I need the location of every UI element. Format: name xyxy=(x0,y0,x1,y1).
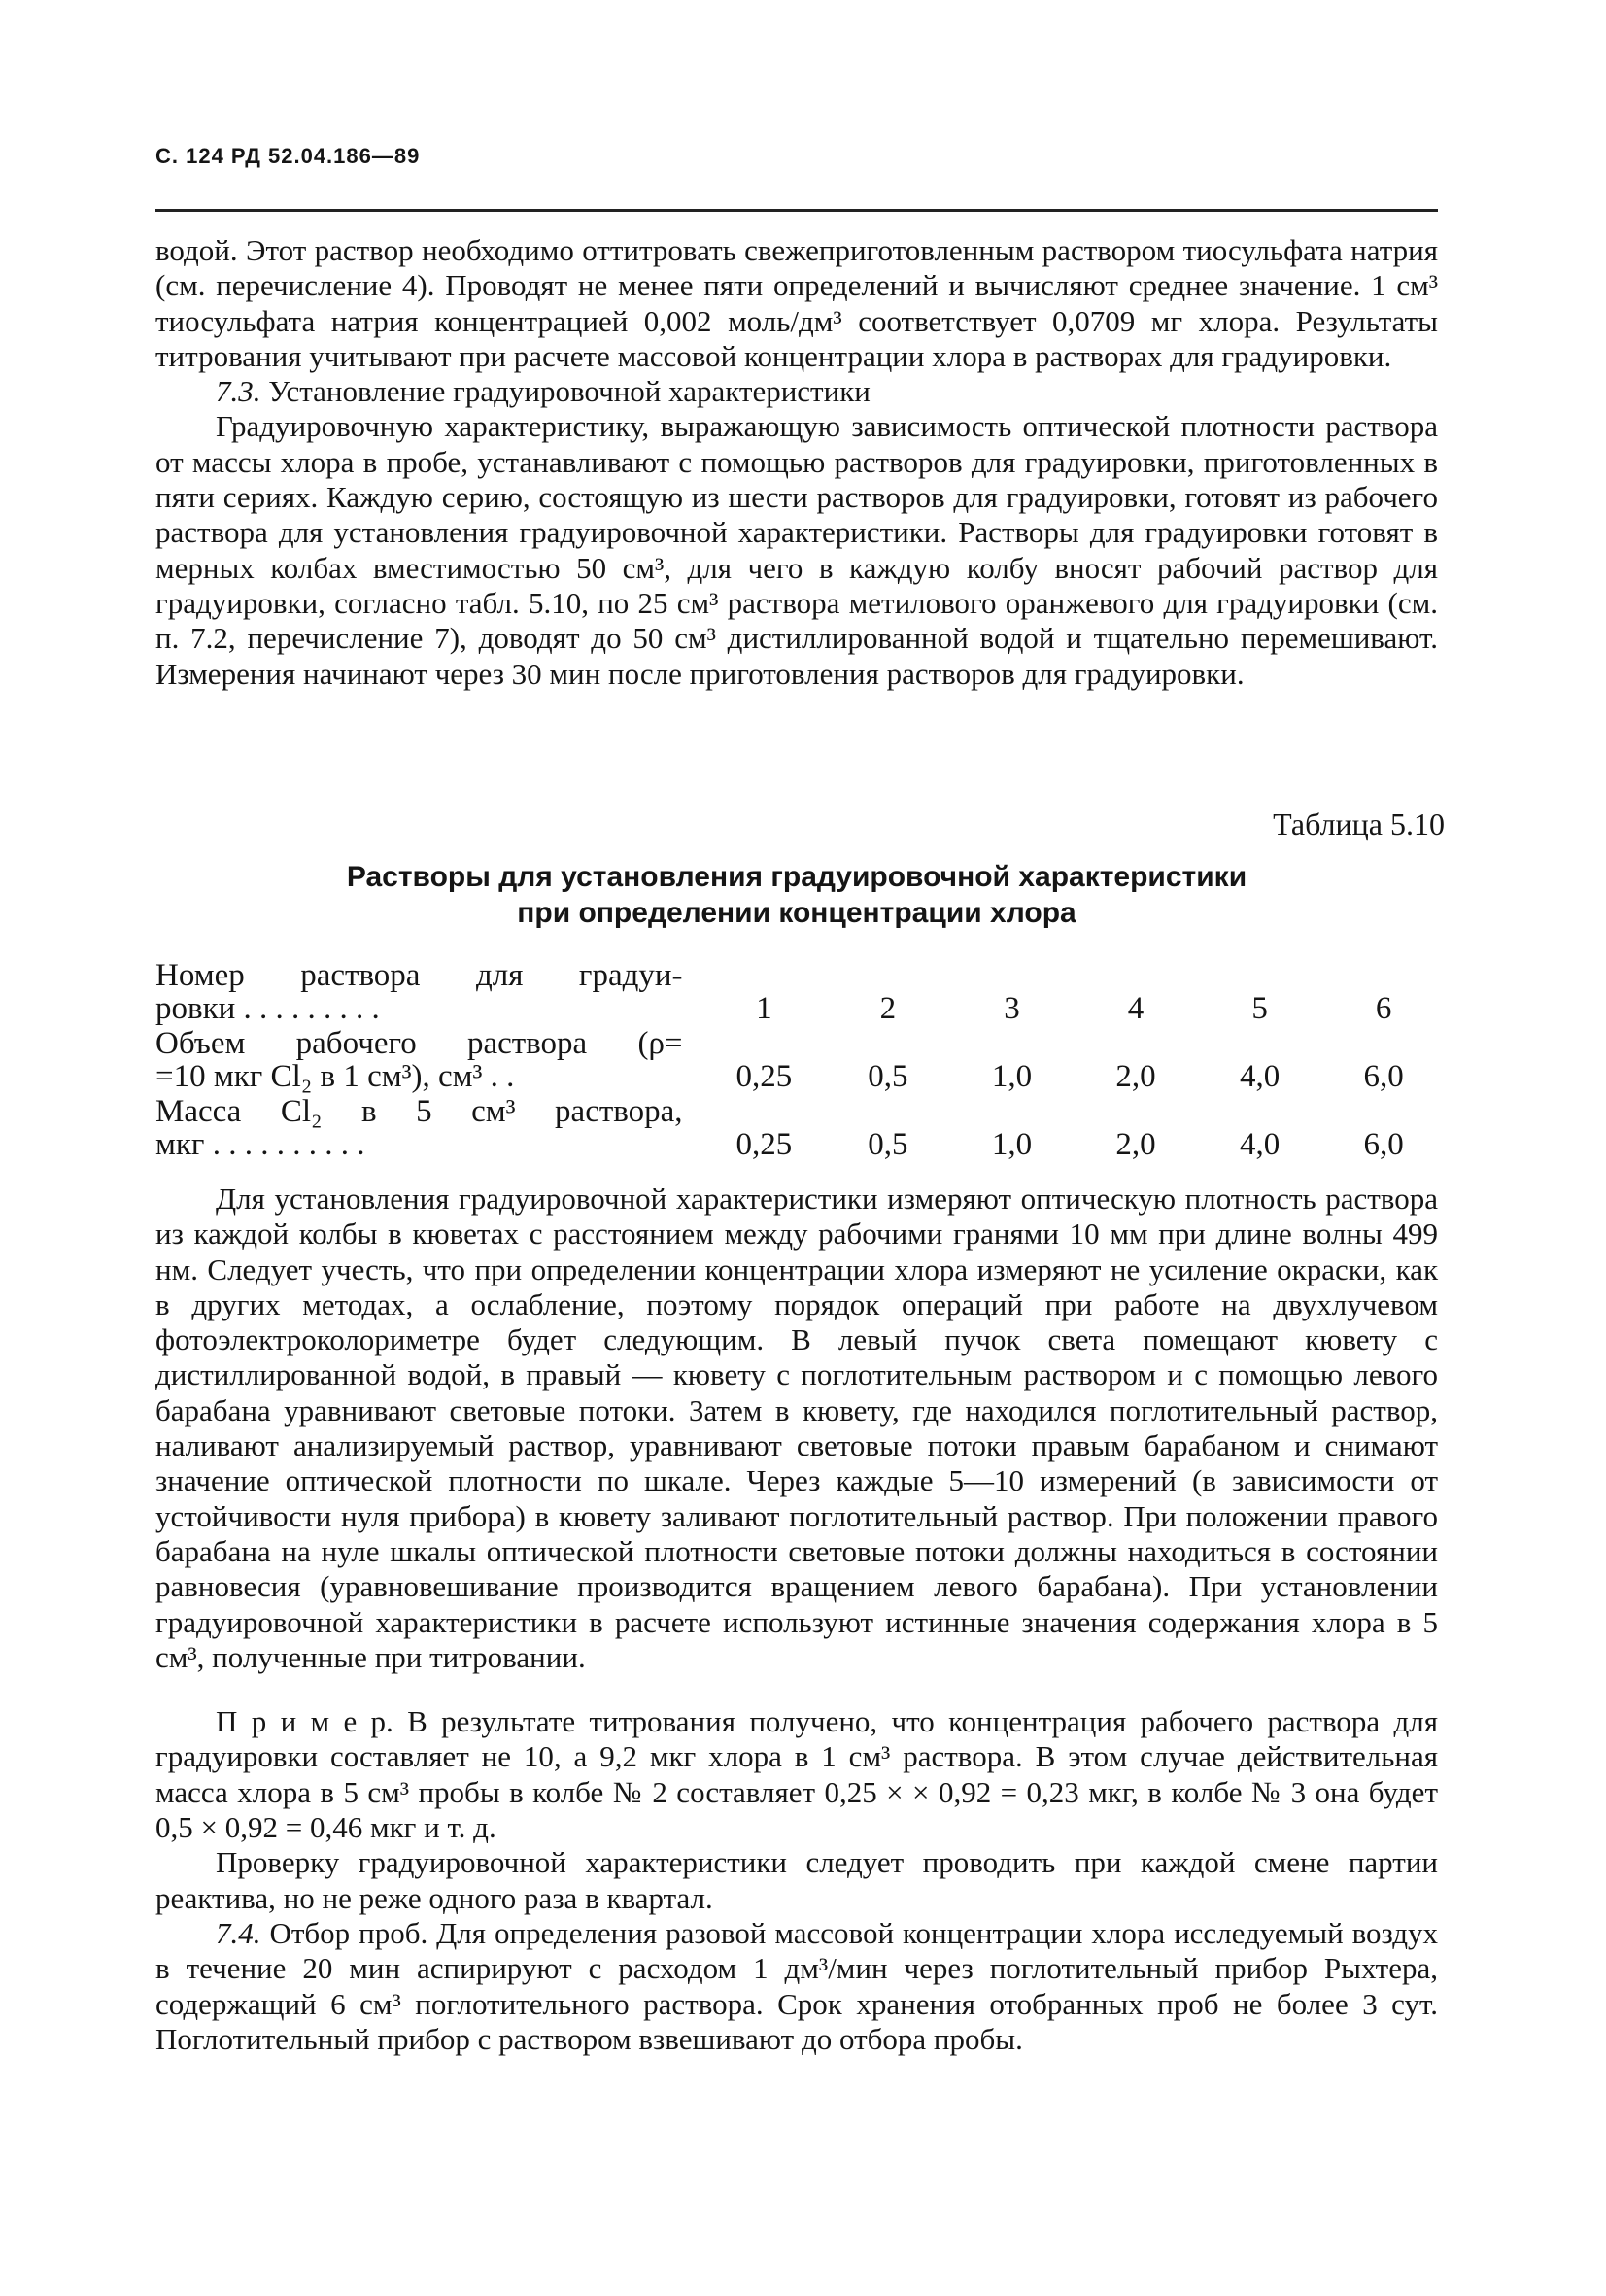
table-row xyxy=(155,1093,1446,1161)
header-divider xyxy=(155,209,1438,212)
table-cell: 3 xyxy=(1004,991,1020,1026)
table-cell: 1,0 xyxy=(991,1059,1033,1094)
table-cell: 2,0 xyxy=(1115,1127,1156,1162)
table-cell: 6,0 xyxy=(1363,1059,1404,1094)
table-cell: 4,0 xyxy=(1239,1127,1281,1162)
table-cell: 4 xyxy=(1127,991,1145,1026)
table-cell: 2,0 xyxy=(1115,1059,1156,1094)
row-label-line-1: Номер раствора для градуи- xyxy=(155,958,683,993)
example-text: В результате титрования получено, что концентрация рабочего раствора для градуировки составляет не 10, а 9,2 мкг хлора в 1 см³ раствора. В этом случае действительная масса хлора в 5 см³ пробы в колбе № 2 составляет 0,25 × × 0,92 = 0,23 мкг, в колбе № 3 она будет 0,5 × 0,92 = 0,46 мкг и т. д. xyxy=(155,1704,1439,1845)
table-title-line-2: при определении концентрации хлора xyxy=(517,897,1076,929)
paragraph-gap xyxy=(155,1675,1438,1704)
table-cell: 6 xyxy=(1375,991,1392,1026)
table-title xyxy=(155,859,1438,931)
table-label: Таблица 5.10 xyxy=(1273,806,1445,841)
row-label xyxy=(155,947,702,1025)
intro-paragraph: водой. Этот раствор необходимо оттитровать свежеприготовленным раствором тиосульфата натрия (см. перечисление 4). Проводят не менее пяти определений и вычисляют среднее значение. 1 см³ тиосульфата натрия концентрацией 0,002 моль/дм³ соответствует 0,0709 мг хлора. Результаты титрования учитывают при расчете массовой концентрации хлора в растворах для градуировки. xyxy=(155,233,1438,373)
section-7-3-body: Градуировочную характеристику, выражающую зависимость оптической плотности раствора от массы хлора в пробе, устанавливают с помощью растворов для градуировки, приготовленных в пяти сериях. Каждую серию, состоящую из шести растворов для градуировки, готовят из рабочего раствора для установления градуировочной характеристики. Растворы для градуировки готовят в мерных колбах вместимостью 50 см³, для чего в каждую колбу вносят рабочий раствор для градуировки, согласно табл. 5.10, по 25 см³ раствора метилового оранжевого для градуировки (см. п. 7.2, перечисление 7), доводят до 50 см³ дистиллированной водой и тщательно перемешивают. Измерения начинают через 30 мин после приготовления растворов для градуировки. xyxy=(155,409,1438,691)
table-cell: 4,0 xyxy=(1239,1059,1281,1094)
table-cell: 0,25 xyxy=(735,1059,793,1094)
calibration-table xyxy=(155,947,1446,1161)
row-label xyxy=(155,1025,702,1093)
row-label-line-2: ровки . . . . . . . . . xyxy=(155,991,380,1026)
section-7-4-number: 7.4. xyxy=(216,1915,261,1950)
row-label-line-1: Масса Cl₂ в 5 см³ раствора, xyxy=(155,1094,683,1129)
table-title-line-1: Растворы для установления градуировочной характеристики xyxy=(346,861,1247,893)
table-cell: 0,5 xyxy=(868,1127,908,1162)
table-cell: 1 xyxy=(756,991,772,1026)
section-7-3-number: 7.3. xyxy=(216,374,261,409)
table-cell: 1,0 xyxy=(991,1127,1033,1162)
table-cell: 0,25 xyxy=(735,1127,793,1162)
table-row xyxy=(155,1025,1446,1093)
upper-text-block xyxy=(155,233,1438,692)
row-label-line-2: =10 мкг Cl₂ в 1 см³), см³ . . xyxy=(155,1059,515,1094)
example-label: П р и м е р. xyxy=(216,1704,393,1739)
row-label-line-1: Объем рабочего раствора (ρ= xyxy=(155,1026,683,1061)
row-label-line-2: мкг . . . . . . . . . . xyxy=(155,1127,365,1162)
row-label xyxy=(155,1093,702,1161)
table-cell: 5 xyxy=(1251,991,1268,1026)
section-7-3-title: Установление градуировочной характеристики xyxy=(268,374,871,409)
lower-text-block xyxy=(155,1182,1438,2057)
section-7-4-text: Отбор проб. Для определения разовой массовой концентрации хлора исследуемый воздух в течение 20 мин аспирируют с расходом 1 дм³/мин через поглотительный прибор Рыхтера, содержащий 6 см³ поглотительного раствора. Срок хранения отобранных проб не более 3 сут. Поглотительный прибор с раствором взвешивают до отбора пробы. xyxy=(155,1915,1439,2056)
section-7-4-paragraph xyxy=(155,1916,1438,2057)
section-7-3-heading xyxy=(155,374,1438,409)
check-paragraph: Проверку градуировочной характеристики следует проводить при каждой смене партии реактива, но не реже одного раза в квартал. xyxy=(155,1845,1438,1915)
table-row xyxy=(155,947,1446,1025)
measurement-paragraph: Для установления градуировочной характеристики измеряют оптическую плотность раствора из каждой колбы в кюветах с расстоянием между рабочими гранями 10 мм при длине волны 499 нм. Следует учесть, что при определении концентрации хлора измеряют не усиление окраски, как в других методах, а ослабление, поэтому порядок операций при работе на двухлучевом фотоэлектроколориметре будет следующим. В левый пучок света помещают кювету с дистиллированной водой, в правый — кювету с поглотительным раствором и с помощью левого барабана уравнивают световые потоки. Затем в кювету, где находился поглотительный раствор, наливают анализируемый раствор, уравнивают световые потоки правым барабаном и снимают значение оптической плотности по шкале. Через каждые 5—10 измерений (в зависимости от устойчивости нуля прибора) в кювету заливают поглотительный раствор. При положении правого барабана на нуле шкалы оптической плотности световые потоки должны находиться в состоянии равновесия (уравновешивание производится вращением левого барабана). При установлении градуировочной характеристики в расчете используют истинные значения содержания хлора в 5 см³, полученные при титровании. xyxy=(155,1182,1438,1674)
table-cell: 2 xyxy=(879,991,897,1026)
table-cell: 0,5 xyxy=(868,1059,908,1094)
page-header: С. 124 РД 52.04.186—89 xyxy=(155,144,421,168)
example-paragraph xyxy=(155,1704,1438,1845)
table-cell: 6,0 xyxy=(1363,1127,1404,1162)
